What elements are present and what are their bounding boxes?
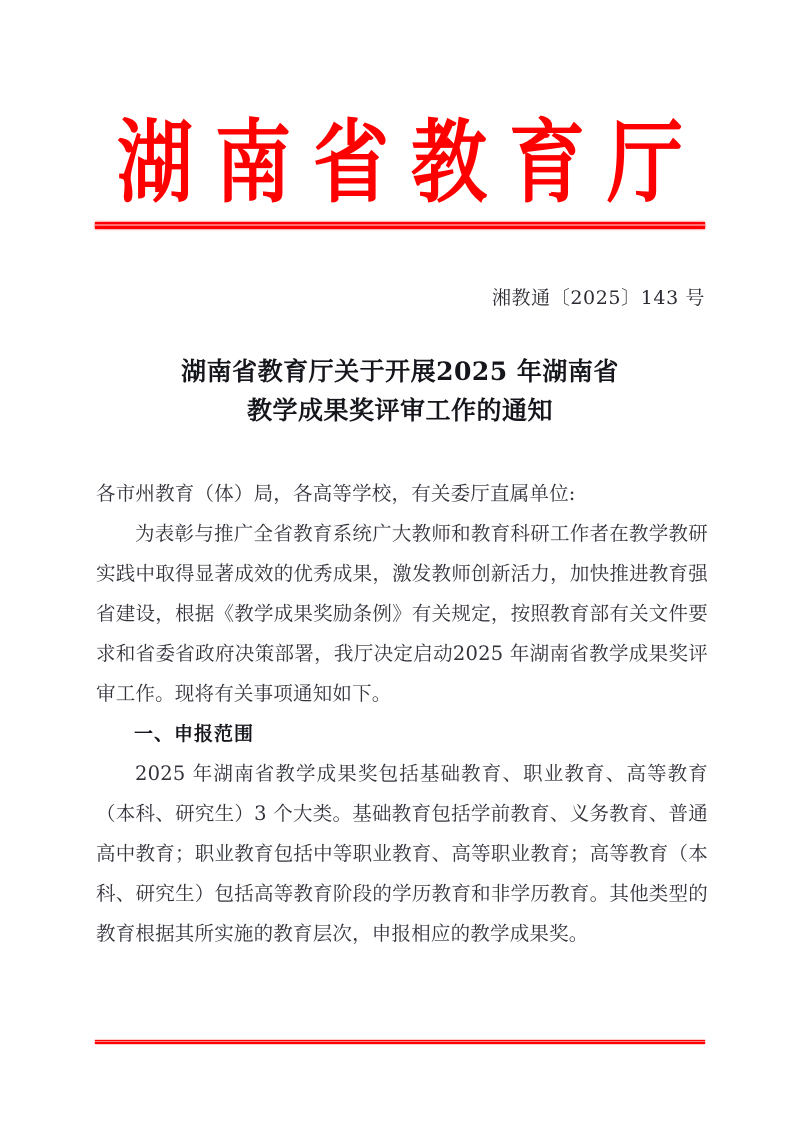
document-title-line-2: 教学成果奖评审工作的通知 (246, 396, 553, 425)
document-title (100, 352, 700, 430)
document-title-line-1: 湖南省教育厅关于开展2025 年湖南省 (181, 357, 619, 386)
section-body-scope: 2025 年湖南省教学成果奖包括基础教育、职业教育、高等教育（本科、研究生）3 个大类。基础教育包括学前教育、义务教育、普通高中教育；职业教育包括中等职业教育、高等职业教育；高等教育（本科、研究生）包括高等教育阶段的学历教育和非学历教育。其他类型的教育根据其所实施的教育层次，申报相应的教学成果奖。 (96, 762, 708, 945)
document-body (96, 474, 708, 954)
intro-paragraph: 为表彰与推广全省教育系统广大教师和教育科研工作者在教学教研实践中取得显著成效的优秀成果，激发教师创新活力，加快推进教育强省建设，根据《教学成果奖励条例》有关规定，按照教育部有关文件要求和省委省政府决策部署，我厅决定启动2025 年湖南省教学成果奖评审工作。现将有关事项通知如下。 (96, 522, 708, 705)
masthead-red-rule (95, 222, 705, 229)
issuing-authority-title: 湖南省教育厅 (117, 109, 705, 215)
footer-red-rule (95, 1040, 705, 1044)
section-heading-scope: 一、申报范围 (134, 723, 255, 745)
document-serial-number: 湘教通〔2025〕143 号 (491, 287, 705, 309)
masthead (0, 109, 800, 215)
salutation-line: 各市州教育（体）局，各高等学校，有关委厅直属单位: (96, 482, 576, 505)
